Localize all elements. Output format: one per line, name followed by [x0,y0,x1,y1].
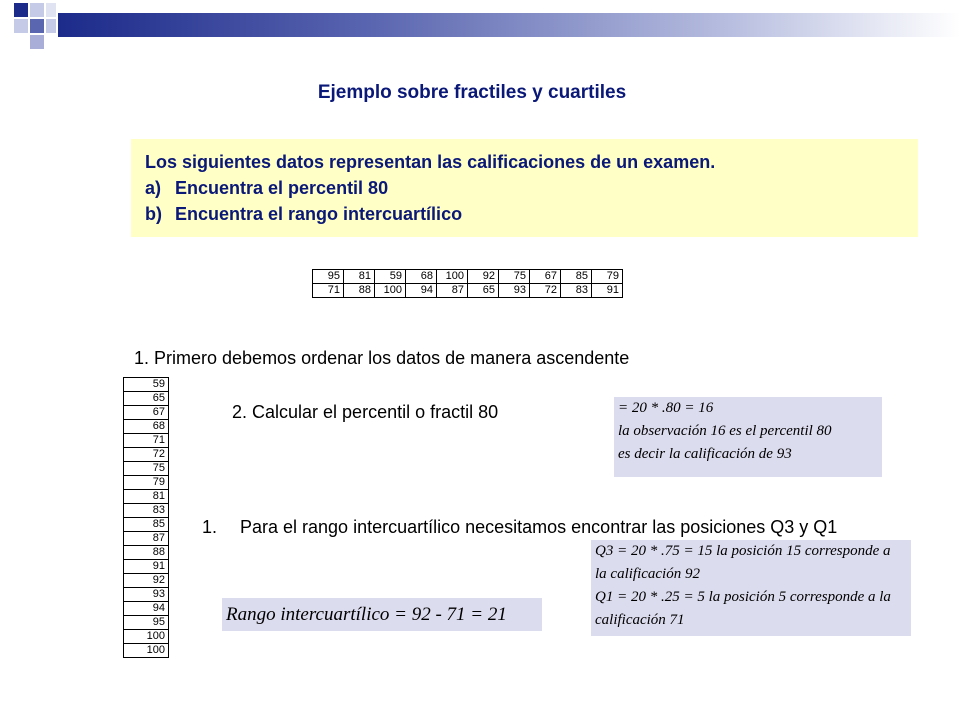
formula-line: es decir la calificación de 93 [618,446,792,462]
table-cell: 100 [375,284,406,298]
header-square-mid [30,35,44,49]
table-cell: 75 [124,462,169,476]
table-cell: 67 [124,406,169,420]
table-cell: 100 [437,270,468,284]
table-cell: 94 [406,284,437,298]
table-row [124,644,169,658]
table-cell: 59 [124,378,169,392]
header-square-dark [14,3,28,17]
header-square-light [30,3,44,17]
table-row [124,504,169,518]
table-cell: 72 [530,284,561,298]
table-row [124,392,169,406]
raw-data-table [312,269,623,298]
table-row [124,406,169,420]
quartiles-formula [591,540,911,636]
table-cell: 68 [124,420,169,434]
table-cell: 71 [124,434,169,448]
table-cell: 95 [124,616,169,630]
table-row [124,490,169,504]
item-text: Encuentra el percentil 80 [175,178,389,198]
slide-title: Ejemplo sobre fractiles y cuartiles [317,82,627,103]
problem-box [131,139,918,237]
formula-line: Rango intercuartílico = 92 - 71 = 21 [226,604,507,625]
table-cell: 67 [530,270,561,284]
item-text: Encuentra el rango intercuartílico [175,204,463,224]
formula-line: calificación 71 [595,612,685,628]
table-cell: 85 [561,270,592,284]
table-row [124,546,169,560]
table-row [124,560,169,574]
item-marker: a) [145,178,162,198]
table-row [124,602,169,616]
table-cell: 83 [561,284,592,298]
step-1-text: 1. Primero debemos ordenar los datos de manera ascendente [134,348,630,368]
header-square-light [46,3,56,17]
table-cell: 79 [124,476,169,490]
table-cell: 95 [313,270,344,284]
step-3-number: 1. [202,517,218,537]
table-cell: 92 [124,574,169,588]
table-row [124,448,169,462]
formula-line: la calificación 92 [595,566,700,582]
table-cell: 79 [592,270,623,284]
table-cell: 94 [124,602,169,616]
header-square-light [14,19,28,33]
table-cell: 91 [592,284,623,298]
table-row [124,434,169,448]
rango-formula [222,598,542,631]
problem-intro: Los siguientes datos representan las calificaciones de un examen. [145,152,716,172]
table-cell: 81 [124,490,169,504]
table-row [124,616,169,630]
header-square-mid [30,19,44,33]
formula-line: = 20 * .80 = 16 [618,400,714,416]
table-cell: 75 [499,270,530,284]
header-square-light [46,19,56,33]
percentil-formula [614,397,882,477]
table-row [124,588,169,602]
table-cell: 71 [313,284,344,298]
table-cell: 88 [344,284,375,298]
step-3-text [202,513,842,541]
table-row [124,532,169,546]
table-cell: 100 [124,630,169,644]
table-row [124,476,169,490]
table-cell: 93 [124,588,169,602]
table-row [124,630,169,644]
formula-line: Q1 = 20 * .25 = 5 la posición 5 corresponde a la [595,589,891,605]
table-cell: 85 [124,518,169,532]
problem-item-b [145,201,918,227]
table-cell: 65 [468,284,499,298]
table-cell: 91 [124,560,169,574]
table-cell: 65 [124,392,169,406]
table-cell: 87 [437,284,468,298]
formula-line: Q3 = 20 * .75 = 15 la posición 15 corresponde a [595,543,891,559]
table-cell: 88 [124,546,169,560]
table-row [124,518,169,532]
table-cell: 59 [375,270,406,284]
table-cell: 93 [499,284,530,298]
item-marker: b) [145,204,162,224]
problem-item-a [145,175,918,201]
formula-line: la observación 16 es el percentil 80 [618,423,832,439]
table-cell: 87 [124,532,169,546]
table-cell: 100 [124,644,169,658]
header-bar [58,13,960,37]
table-cell: 92 [468,270,499,284]
table-row [313,284,623,298]
table-cell: 68 [406,270,437,284]
table-row [124,574,169,588]
table-row [313,270,623,284]
table-cell: 81 [344,270,375,284]
step-2-text: 2. Calcular el percentil o fractil 80 [232,402,499,422]
table-cell: 83 [124,504,169,518]
step-3-body: Para el rango intercuartílico necesitamos encontrar las posiciones Q3 y Q1 [240,517,838,537]
sorted-data-table [123,377,169,658]
table-row [124,420,169,434]
table-row [124,462,169,476]
table-cell: 72 [124,448,169,462]
table-row [124,378,169,392]
